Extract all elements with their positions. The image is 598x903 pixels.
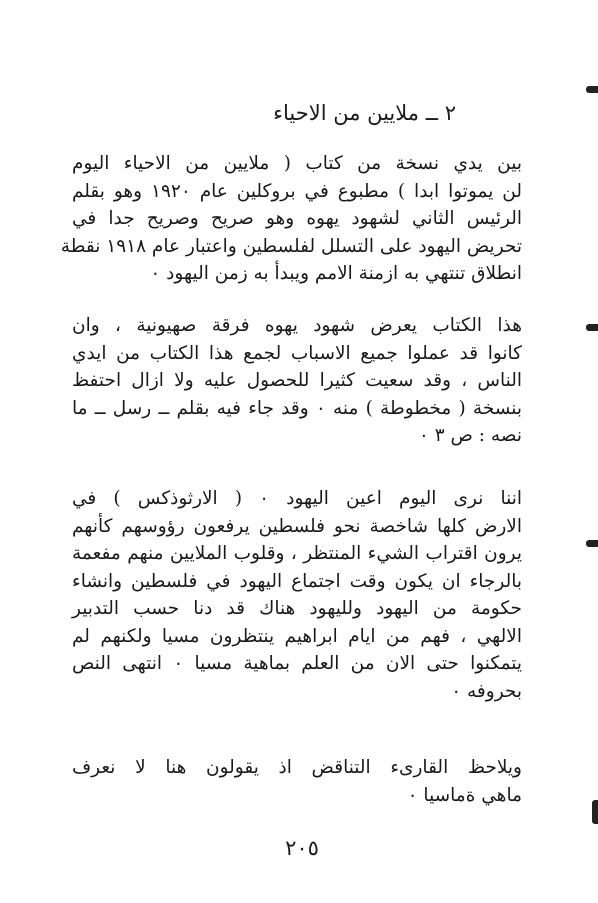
- text-line: نصه : ص ٣ ٠: [418, 425, 522, 446]
- text-line: انطلاق تنتهي به ازمنة الامم ويبدأ به زمن اليهود ٠: [150, 263, 522, 284]
- paragraph: [72, 754, 522, 809]
- text-line: حكومة من اليهود ولليهود هناك قد دنا حسب التدبير: [72, 598, 522, 619]
- text-line: اننا نرى اليوم اعين اليهود ٠ ( الارثوذكس ) في: [72, 488, 522, 509]
- text-line: ويلاحظ القارىء التناقض اذ يقولون هنا لا نعرف: [72, 757, 522, 778]
- paragraph: [60, 150, 522, 288]
- text-line: تحريض اليهود على التسلل لفلسطين واعتبار عام ١٩١٨ نقطة: [60, 235, 522, 257]
- text-line: الارض كلها شاخصة نحو فلسطين يرفعون رؤوسهم كأنهم: [72, 515, 522, 537]
- text-line: كانوا قد عملوا جميع الاسباب لجمع هذا الكتاب من ايدي: [72, 342, 522, 364]
- text-line: الناس ، وقد سعيت كثيرا للحصول عليه ولا ازال احتفظ: [72, 370, 522, 391]
- page-number: ٢٠٥: [285, 836, 319, 860]
- binding-mark: [586, 324, 598, 331]
- binding-mark: [586, 86, 598, 93]
- text-line: الرئيس الثاني لشهود يهوه وهو صريح وصريح جدا في: [72, 208, 522, 229]
- text-line: بحروفه ٠: [451, 680, 522, 702]
- text-line: هذا الكتاب يعرض شهود يهوه فرقة صهيونية ، وان: [72, 315, 522, 336]
- text-line: لن يموتوا ابدا ) مطبوع في بروكلين عام ١٩٢٠ وهو بقلم: [72, 180, 522, 202]
- paragraph: [72, 312, 522, 450]
- binding-mark: [592, 800, 598, 824]
- text-line: الالهي ، فهم من ايام ابراهيم ينتظرون مسيا ولكنهم لم: [72, 625, 522, 647]
- paragraph: [72, 485, 522, 705]
- text-line: يرون اقتراب الشيء المنتظر ، وقلوب الملايين منهم مفعمة: [72, 543, 522, 564]
- section-heading: ٢ ــ ملايين من الاحياء: [273, 101, 456, 125]
- text-line: بنسخة ( مخطوطة ) منه ٠ وقد جاء فيه بقلم ــ رسل ــ ما: [72, 397, 523, 419]
- text-line: يتمكنوا حتى الان من العلم بماهية مسيا ٠ انتهى النص: [72, 653, 522, 674]
- text-line: بين يدي نسخة من كتاب ( ملايين من الاحياء اليوم: [72, 153, 522, 174]
- text-line: ماهي ةماسيا ٠: [407, 784, 522, 806]
- text-line: بالرجاء ان يكون وقت اجتماع اليهود في فلسطين وانشاء: [72, 570, 522, 592]
- binding-mark: [586, 540, 598, 547]
